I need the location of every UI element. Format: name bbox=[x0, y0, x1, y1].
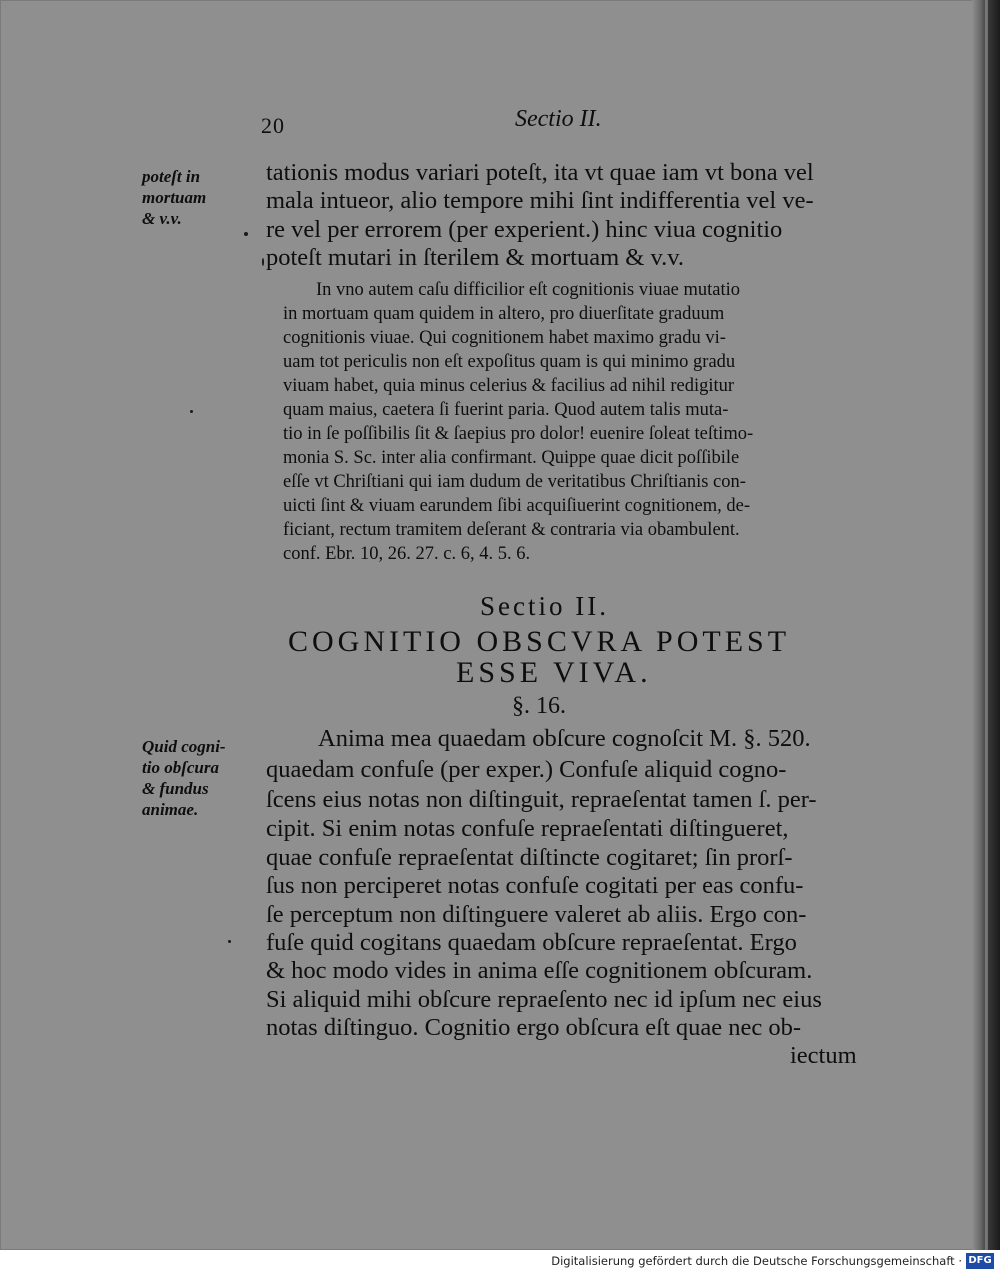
note-line: In vno autem caſu difficilior eſt cognitionis viuae mutatio bbox=[316, 280, 741, 300]
body-line: quae confuſe repraeſentat diſtincte cogitaret; ſin prorſ- bbox=[266, 844, 793, 871]
note-line: uam tot periculis non eſt expoſitus quam is qui minimo gradu bbox=[283, 352, 736, 372]
margin-note-line: poteſt in bbox=[142, 167, 201, 186]
note-line: cognitionis viuae. Qui cognitionem habet maximo gradu vi- bbox=[283, 328, 726, 348]
note-line: in mortuam quam quidem in altero, pro diuerſitate graduum bbox=[283, 304, 725, 324]
margin-note-2 bbox=[142, 736, 226, 820]
note-line: viuam habet, quia minus celerius & facilius ad nihil redigitur bbox=[283, 376, 735, 396]
margin-note-line: Quid cogni- bbox=[142, 737, 226, 756]
scan-speck bbox=[262, 258, 264, 266]
body-line: tationis modus variari poteſt, ita vt quae iam vt bona vel bbox=[266, 159, 814, 186]
running-header: Sectio II. bbox=[515, 106, 602, 132]
scan-speck bbox=[244, 232, 248, 236]
body-line: ſcens eius notas non diſtinguit, repraeſentat tamen ſ. per- bbox=[266, 786, 817, 813]
scan-speck bbox=[228, 940, 231, 943]
paragraph-number: §. 16. bbox=[512, 693, 566, 719]
body-line: notas diſtinguo. Cognitio ergo obſcura eſt quae nec ob- bbox=[266, 1014, 802, 1041]
note-line: uicti ſint & viuam earundem ſibi acquiſiuerint cognitionem, de- bbox=[283, 496, 751, 516]
note-line: quam maius, caetera ſi fuerint paria. Quod autem talis muta- bbox=[283, 400, 729, 420]
body-line: fuſe quid cogitans quaedam obſcure repraeſentat. Ergo bbox=[266, 929, 797, 956]
section-title-line1: COGNITIO OBSCVRA POTEST bbox=[288, 625, 791, 658]
body-line: cipit. Si enim notas confuſe repraeſentati diſtingueret, bbox=[266, 815, 789, 842]
section-title-line2: ESSE VIVA. bbox=[456, 656, 652, 689]
margin-note-line: mortuam bbox=[142, 188, 207, 207]
body-line: & hoc modo vides in anima eſſe cognitionem obſcuram. bbox=[266, 957, 813, 984]
body-line: Si aliquid mihi obſcure repraeſento nec id ipſum nec eius bbox=[266, 986, 822, 1013]
body-line: ſus non perciperet notas confuſe cogitati per eas confu- bbox=[266, 872, 804, 899]
margin-note-line: & fundus bbox=[142, 779, 209, 798]
body-line: re vel per errorem (per experient.) hinc viua cognitio bbox=[266, 216, 783, 243]
section-label: Sectio II. bbox=[480, 591, 609, 621]
note-line: monia S. Sc. inter alia confirmant. Quippe quae dicit poſſibile bbox=[283, 448, 740, 468]
body-line: mala intueor, alio tempore mihi ſint indifferentia vel ve- bbox=[266, 187, 814, 214]
margin-note-line: tio obſcura bbox=[142, 758, 219, 777]
margin-note-line: animae. bbox=[142, 800, 199, 819]
note-line: conf. Ebr. 10, 26. 27. c. 6, 4. 5. 6. bbox=[283, 544, 531, 564]
funding-credit: Digitalisierung gefördert durch die Deutsche Forschungsgemeinschaft · bbox=[551, 1254, 962, 1268]
margin-note-1 bbox=[142, 166, 206, 229]
footer-bar bbox=[0, 1250, 1000, 1274]
page-number: 20 bbox=[261, 113, 285, 138]
body-line: Anima mea quaedam obſcure cognoſcit M. §. 520. bbox=[318, 725, 811, 752]
page-edge-highlight bbox=[985, 0, 988, 1250]
catchword: iectum bbox=[790, 1042, 857, 1069]
note-line: eſſe vt Chriſtiani qui iam dudum de veritatibus Chriſtianis con- bbox=[283, 472, 746, 492]
body-line: poteſt mutari in ſterilem & mortuam & v.v. bbox=[266, 244, 685, 271]
scan-speck bbox=[190, 410, 193, 413]
body-line: ſe perceptum non diſtinguere valeret ab aliis. Ergo con- bbox=[266, 901, 807, 928]
note-line: ficiant, rectum tramitem deſerant & contraria via obambulent. bbox=[283, 520, 740, 540]
note-line: tio in ſe poſſibilis ſit & ſaepius pro dolor! euenire ſoleat teſtimo- bbox=[283, 424, 754, 444]
body-line: quaedam confuſe (per exper.) Confuſe aliquid cogno- bbox=[266, 756, 787, 783]
margin-note-line: & v.v. bbox=[142, 209, 182, 228]
dfg-logo: DFG bbox=[966, 1253, 994, 1269]
